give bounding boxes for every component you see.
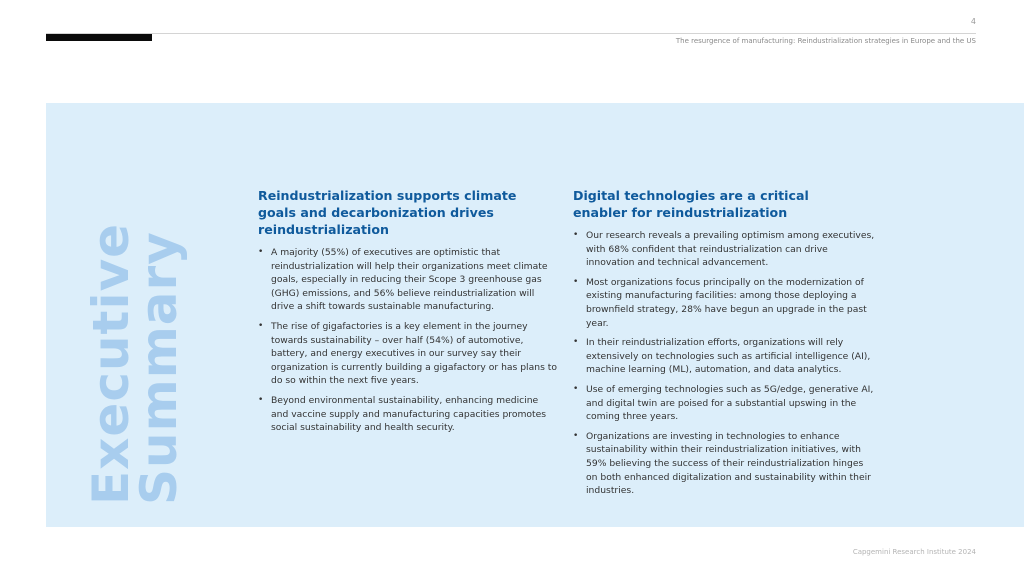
list-item: • A majority (55%) of executives are optimistic that reindustrialization will help their organizations meet climate goals, especially in reducing their Scope 3 greenhouse gas (GHG) emissions, and 56% believe reindustrialization will drive a shift towards sustainable manufacturing. xyxy=(258,246,558,314)
column-digital-technologies xyxy=(573,187,875,504)
page-number: 4 xyxy=(970,17,976,26)
column-heading: Digital technologies are a critical enabler for reindustrialization xyxy=(573,188,809,220)
bullet-list xyxy=(573,229,875,498)
list-item: • Most organizations focus principally on the modernization of existing manufacturing facilities: among those deploying a brownfield strategy, 28% have begun an upgrade in the past year. xyxy=(573,276,875,330)
heading-line-summary: Summary xyxy=(130,231,188,505)
list-item: • Our research reveals a prevailing optimism among executives, with 68% confident that reindustrialization can drive innovation and technical advancement. xyxy=(573,229,875,270)
column-climate-goals xyxy=(258,187,558,441)
list-item: • Use of emerging technologies such as 5G/edge, generative AI, and digital twin are poised for a substantial upswing in the coming three years. xyxy=(573,383,875,424)
column-heading: Reindustrialization supports climate goals and decarbonization drives reindustrialization xyxy=(258,188,517,237)
heading-line-executive: Executive xyxy=(82,222,140,505)
footer-copyright: Capgemini Research Institute 2024 xyxy=(852,548,976,556)
list-item: • Beyond environmental sustainability, enhancing medicine and vaccine supply and manufacturing capacities promotes social sustainability and health security. xyxy=(258,394,558,435)
report-title: The resurgence of manufacturing: Reindustrialization strategies in Europe and the US xyxy=(675,37,976,45)
header-accent-bar xyxy=(46,34,152,41)
header-divider xyxy=(46,33,976,34)
list-item: • In their reindustrialization efforts, organizations will rely extensively on technologies such as artificial intelligence (AI), machine learning (ML), automation, and data analytics. xyxy=(573,336,875,377)
list-item: • Organizations are investing in technologies to enhance sustainability within their reindustrialization initiatives, with 59% believing the success of their reindustrialization hinges on both enhanced digitalization and sustainability within their industries. xyxy=(573,430,875,498)
list-item: • The rise of gigafactories is a key element in the journey towards sustainability – over half (54%) of automotive, battery, and energy executives in our survey say their organization is currently building a gigafactory or has plans to do so within the next five years. xyxy=(258,320,558,388)
bullet-list xyxy=(258,246,558,435)
executive-summary-heading xyxy=(80,222,200,508)
